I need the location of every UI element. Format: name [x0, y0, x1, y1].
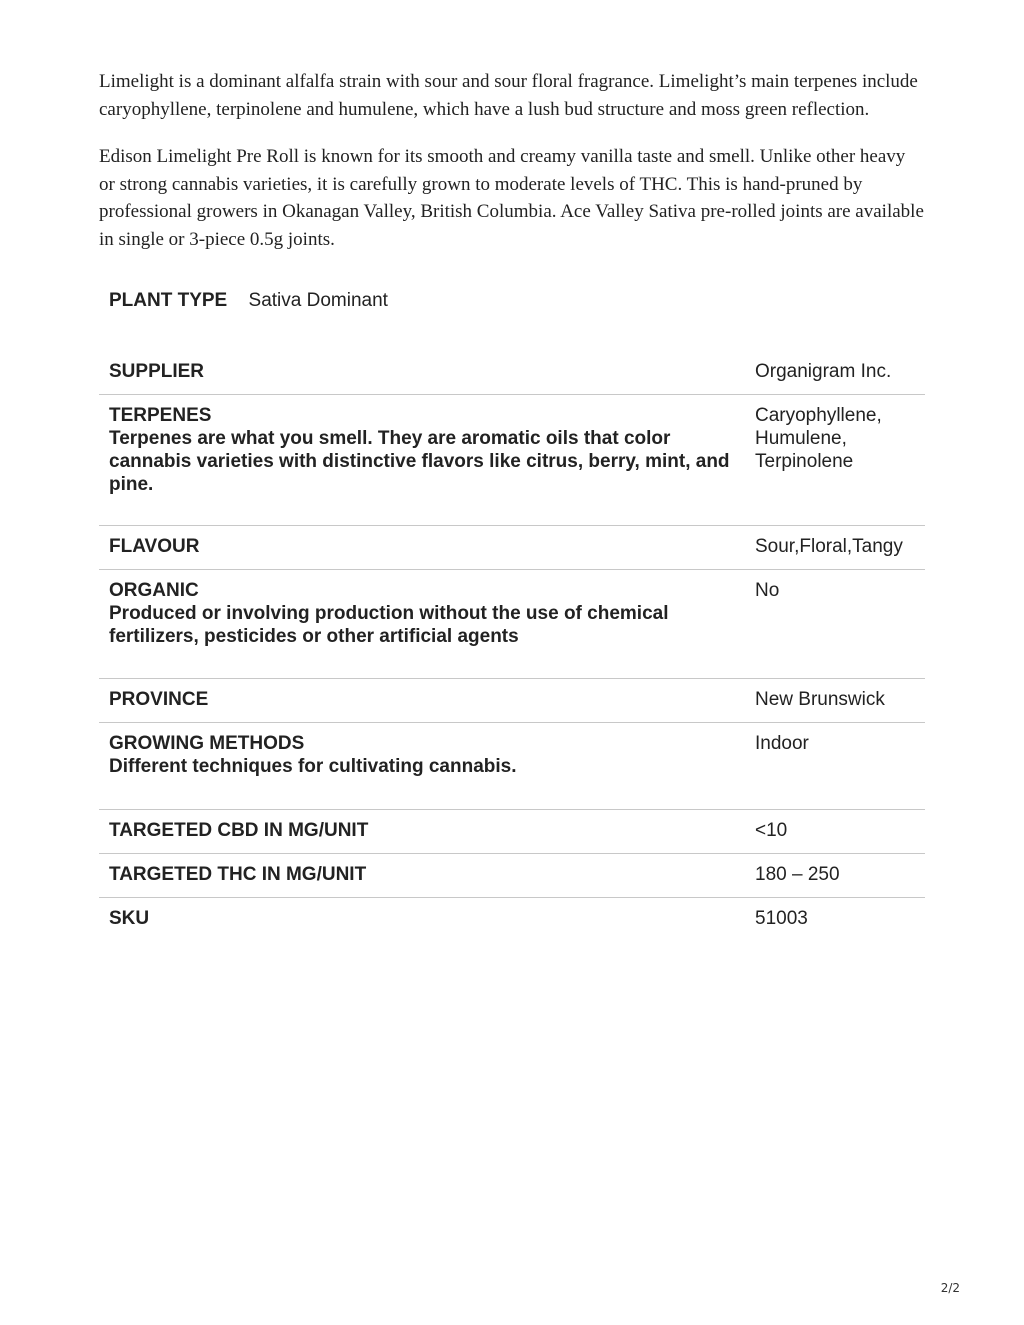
spec-row — [99, 526, 925, 570]
specs-table — [99, 351, 925, 942]
spec-description: Terpenes are what you smell. They are aromatic oils that color cannabis varieties with distinctive flavors like citrus, berry, mint, and pine. — [109, 428, 730, 495]
spec-value: 51003 — [755, 908, 808, 929]
spec-value: Sour,Floral,Tangy — [755, 536, 903, 557]
spec-value-cell — [745, 854, 925, 897]
spec-label: TARGETED THC IN MG/UNIT — [109, 864, 367, 885]
spec-row — [99, 723, 925, 810]
spec-value: No — [755, 580, 780, 601]
spec-label-cell — [99, 810, 745, 853]
spec-value: <10 — [755, 820, 788, 841]
spec-label: TERPENES — [109, 405, 212, 426]
spec-description: Different techniques for cultivating cannabis. — [109, 756, 517, 777]
spec-label: SKU — [109, 908, 150, 929]
spec-value-cell — [745, 526, 925, 569]
spec-row — [99, 395, 925, 526]
spec-row — [99, 854, 925, 898]
spec-label-cell — [99, 526, 745, 569]
spec-label: PROVINCE — [109, 689, 209, 710]
plant-type-label: PLANT TYPE — [109, 290, 228, 311]
spec-label: SUPPLIER — [109, 361, 205, 382]
spec-label-cell — [99, 679, 745, 722]
plant-type-row — [99, 289, 925, 313]
spec-value-cell — [745, 723, 925, 809]
spec-label: ORGANIC — [109, 580, 199, 601]
spec-label-cell — [99, 723, 745, 809]
spec-value-cell — [745, 351, 925, 394]
description-paragraph-2: Edison Limelight Pre Roll is known for its smooth and creamy vanilla taste and smell. Unlike other heavy or strong cannabis varieties, it is carefully grown to moderate levels of THC. This is hand-pruned by professional growers in Okanagan Valley, British Columbia. Ace Valley Sativa pre-rolled joints are available in single or 3-piece 0.5g joints. — [99, 146, 924, 250]
spec-row — [99, 679, 925, 723]
spec-label-cell — [99, 395, 745, 525]
spec-value-cell — [745, 810, 925, 853]
spec-row — [99, 351, 925, 395]
spec-label: GROWING METHODS — [109, 733, 305, 754]
spec-row — [99, 898, 925, 942]
page-number: 2/2 — [940, 1281, 960, 1295]
spec-label-cell — [99, 570, 745, 678]
description-paragraph-1: Limelight is a dominant alfalfa strain with sour and sour floral fragrance. Limelight’s main terpenes include caryophyllene, terpinolene and humulene, which have a lush bud structure and moss green reflection. — [99, 71, 918, 120]
spec-label-cell — [99, 854, 745, 897]
spec-value-cell — [745, 395, 925, 525]
spec-row — [99, 810, 925, 854]
spec-value: New Brunswick — [755, 689, 885, 710]
spec-value: Organigram Inc. — [755, 361, 892, 382]
spec-value: 180 – 250 — [755, 864, 840, 885]
spec-label: FLAVOUR — [109, 536, 200, 557]
spec-label-cell — [99, 898, 745, 942]
plant-type-value: Sativa Dominant — [248, 290, 388, 311]
spec-description: Produced or involving production without the use of chemical fertilizers, pesticides or other artificial agents — [109, 603, 669, 647]
spec-label-cell — [99, 351, 745, 394]
spec-value-cell — [745, 898, 925, 942]
spec-label: TARGETED CBD IN MG/UNIT — [109, 820, 369, 841]
spec-value: Caryophyllene, — [755, 405, 882, 426]
document-page — [99, 68, 925, 942]
spec-value: Humulene, — [755, 428, 847, 449]
spec-value-cell — [745, 570, 925, 678]
spec-value-cell — [745, 679, 925, 722]
spec-value: Terpinolene — [755, 451, 854, 472]
spec-value: Indoor — [755, 733, 809, 754]
spec-row — [99, 570, 925, 679]
